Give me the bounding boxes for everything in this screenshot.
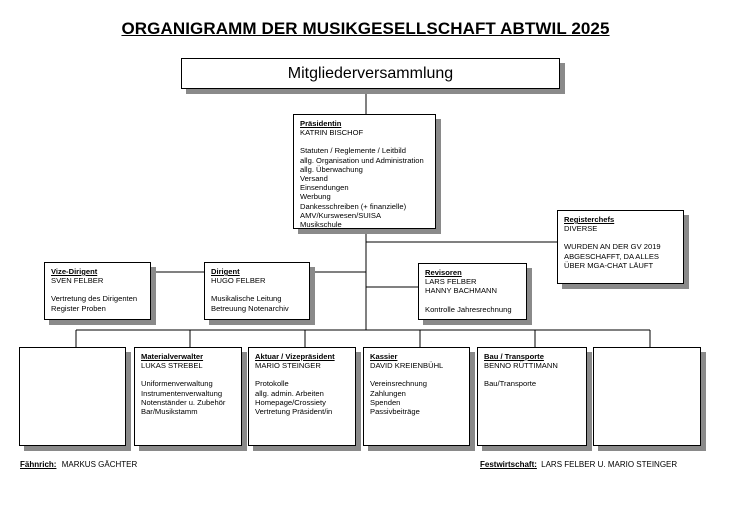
task-item: Betreuung Notenarchiv (211, 303, 289, 313)
person-name: BENNO RÜTTIMANN (484, 361, 558, 371)
task-item: Notenständer u. Zubehör (141, 397, 226, 407)
person-name: MARIO STEINGER (255, 361, 321, 371)
task-item: Vertretung des Dirigenten (51, 294, 138, 304)
role-label: Aktuar / Vizepräsident (255, 352, 335, 361)
task-item: allg. Überwachung (300, 164, 363, 174)
task-item: Vereinsrechnung (370, 379, 427, 389)
note-list (564, 242, 677, 270)
president-box (293, 114, 436, 229)
empty-box-right (593, 347, 701, 446)
construction-transport-box (477, 347, 587, 446)
task-list (370, 379, 463, 416)
role-label: Revisoren (425, 268, 462, 277)
auditors-box (418, 263, 527, 320)
task-item: Bar/Musikstamm (141, 407, 198, 417)
general-assembly-box: Mitgliederversammlung (181, 58, 560, 89)
task-item: Musikalische Leitung (211, 294, 282, 304)
task-list (255, 379, 349, 416)
empty-box-left (19, 347, 126, 446)
person-name: DIVERSE (564, 224, 598, 234)
task-list (300, 146, 429, 229)
note-line: WURDEN AN DER GV 2019 (564, 242, 661, 252)
role-label: Bau / Transporte (484, 352, 544, 361)
treasurer-box (363, 347, 470, 446)
role-label: Registerchefs (564, 215, 615, 224)
flag-bearer-name: MARKUS GÄCHTER (61, 460, 138, 469)
vice-conductor-box (44, 262, 151, 320)
role-label: Präsidentin (300, 119, 342, 128)
task-item: Protokolle (255, 379, 289, 389)
secretary-box (248, 347, 356, 446)
role-label: Dirigent (211, 267, 240, 276)
task-item: Zahlungen (370, 388, 406, 398)
conductor-box (204, 262, 310, 320)
task-item: Dankesschreiben (+ finanzielle) (300, 201, 407, 211)
note-line: ABGESCHAFFT, DA ALLES (564, 251, 659, 261)
catering-note (480, 460, 677, 469)
task-item: AMV/Kurswesen/SUISA (300, 210, 382, 220)
catering-names: LARS FELBER U. MARIO STEINGER (541, 460, 678, 469)
task-item: Uniformenverwaltung (141, 379, 213, 389)
task-list (141, 379, 235, 416)
task-list (211, 294, 303, 312)
task-item: Werbung (300, 192, 331, 202)
task-item: Bau/Transporte (484, 379, 537, 389)
task-item: Spenden (370, 397, 401, 407)
role-label: Kassier (370, 352, 398, 361)
task-item: allg. Organisation und Administration (300, 155, 424, 165)
task-item: Versand (300, 174, 328, 184)
task-item: Register Proben (51, 303, 106, 313)
note-line: ÜBER MGA-CHAT LÄUFT (564, 260, 654, 270)
person-name: SVEN FELBER (51, 276, 104, 286)
person-name: DAVID KREIENBÜHL (370, 361, 444, 371)
flag-bearer-label: Fähnrich: (20, 460, 57, 469)
task-item: Musikschule (300, 220, 342, 230)
task-item: Instrumentenverwaltung (141, 388, 223, 398)
task-item: Einsendungen (300, 183, 349, 193)
catering-label: Festwirtschaft: (480, 460, 537, 469)
task-list (425, 305, 520, 314)
task-item: allg. admin. Arbeiten (255, 388, 324, 398)
material-manager-box (134, 347, 242, 446)
person-name: HANNY BACHMANN (425, 286, 498, 296)
task-item: Passivbeiträge (370, 407, 420, 417)
task-item: Statuten / Reglemente / Leitbild (300, 146, 406, 156)
person-name: KATRIN BISCHOF (300, 128, 364, 138)
person-name: LUKAS STREBEL (141, 361, 203, 371)
registerchefs-box (557, 210, 684, 284)
task-item: Vertretung Präsident/in (255, 407, 333, 417)
page-title: ORGANIGRAMM DER MUSIKGESELLSCHAFT ABTWIL 2025 (121, 19, 610, 38)
role-label: Materialverwalter (141, 352, 204, 361)
task-item: Kontrolle Jahresrechnung (425, 304, 512, 314)
task-list (51, 294, 144, 312)
person-name: LARS FELBER (425, 277, 477, 287)
role-label: Vize-Dirigent (51, 267, 98, 276)
flag-bearer-note (20, 460, 137, 469)
person-name: HUGO FELBER (211, 276, 266, 286)
task-item: Homepage/Crossiety (255, 397, 326, 407)
task-list (484, 379, 580, 388)
